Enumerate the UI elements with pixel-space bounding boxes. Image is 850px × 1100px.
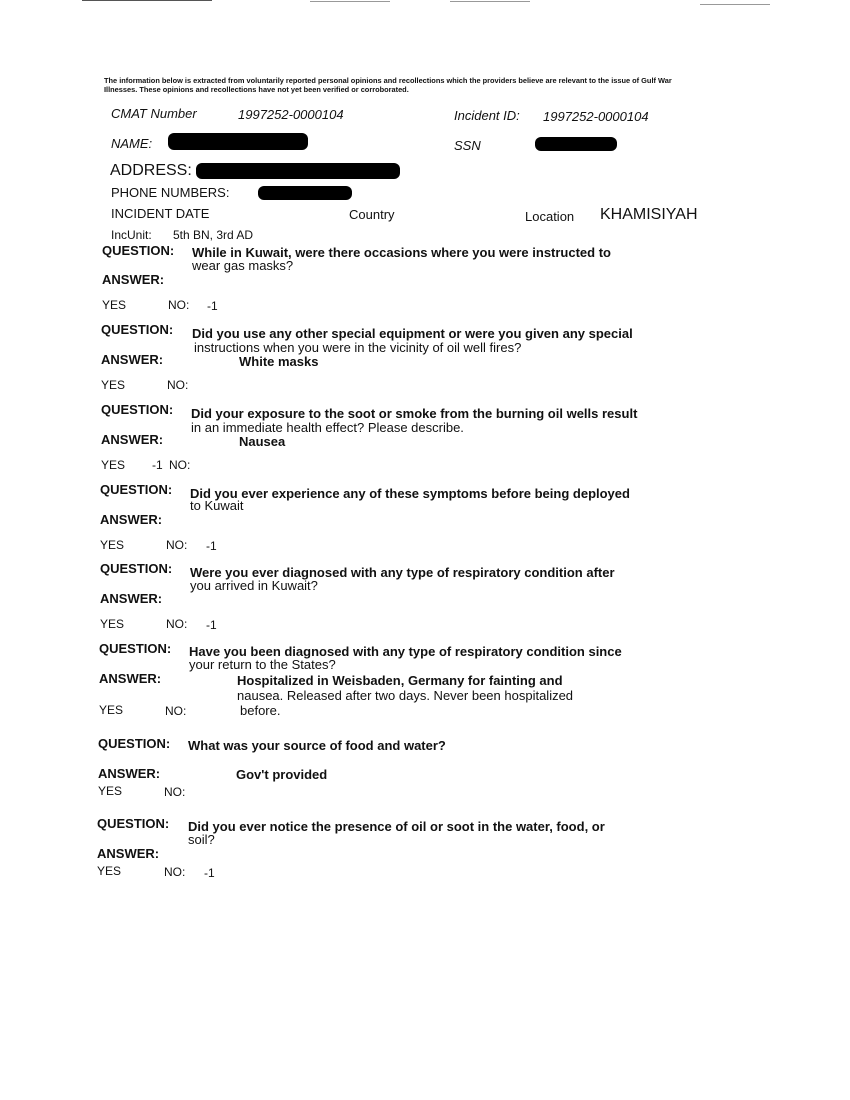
- no-value: -1: [207, 299, 218, 313]
- answer-label: ANSWER:: [100, 512, 163, 527]
- country-label: Country: [349, 207, 395, 222]
- question-text: Did your exposure to the soot or smoke from the burning oil wells result: [191, 406, 638, 421]
- yes-label: YES: [100, 617, 125, 631]
- question-text-cont: instructions when you were in the vicinity of oil well fires?: [194, 340, 522, 355]
- scan-artifact-line: [700, 4, 770, 5]
- question-text-cont: soil?: [188, 832, 215, 847]
- question-text-cont: wear gas masks?: [192, 258, 294, 273]
- yes-value: -1: [152, 458, 163, 472]
- scan-artifact-line: [310, 1, 390, 2]
- question-label: QUESTION:: [99, 641, 172, 656]
- answer-label: ANSWER:: [101, 432, 164, 447]
- yes-label: YES: [101, 458, 126, 472]
- question-text-cont: you arrived in Kuwait?: [190, 578, 318, 593]
- no-value: -1: [206, 618, 217, 632]
- address-redaction: [196, 163, 400, 179]
- answer-label: ANSWER:: [99, 671, 162, 686]
- question-label: QUESTION:: [98, 736, 171, 751]
- answer-text: Gov't provided: [236, 767, 328, 782]
- question-label: QUESTION:: [102, 243, 175, 258]
- ssn-label: SSN: [454, 138, 481, 153]
- answer-text: Nausea: [239, 434, 286, 449]
- yes-label: YES: [97, 864, 122, 878]
- answer-label: ANSWER:: [101, 352, 164, 367]
- question-label: QUESTION:: [97, 816, 170, 831]
- question-text: What was your source of food and water?: [188, 738, 446, 753]
- address-label: ADDRESS:: [110, 162, 192, 179]
- question-label: QUESTION:: [101, 322, 174, 337]
- phone-redaction: [258, 186, 352, 200]
- no-label: NO:: [169, 458, 191, 472]
- incunit-value: 5th BN, 3rd AD: [173, 228, 254, 242]
- incunit-label: IncUnit:: [111, 228, 152, 242]
- question-text: Were you ever diagnosed with any type of respiratory condition after: [190, 565, 615, 580]
- phone-numbers-label: PHONE NUMBERS:: [111, 185, 230, 200]
- scan-artifact-line: [450, 1, 530, 2]
- yes-label: YES: [102, 298, 127, 312]
- question-text: Did you ever notice the presence of oil or soot in the water, food, or: [188, 819, 605, 834]
- yes-label: YES: [99, 703, 124, 717]
- no-label: NO:: [166, 538, 188, 552]
- ssn-redaction: [535, 137, 617, 151]
- incident-id-label: Incident ID:: [454, 108, 520, 123]
- incident-id-value: 1997252-0000104: [543, 109, 649, 124]
- no-label: NO:: [164, 785, 186, 799]
- no-label: NO:: [167, 378, 189, 392]
- answer-label: ANSWER:: [98, 766, 161, 781]
- question-text: Have you been diagnosed with any type of respiratory condition since: [189, 644, 622, 659]
- location-value: KHAMISIYAH: [600, 206, 698, 223]
- location-label: Location: [525, 209, 575, 224]
- question-label: QUESTION:: [100, 482, 173, 497]
- no-label: NO:: [165, 704, 187, 718]
- no-value: -1: [206, 539, 217, 553]
- no-value: -1: [204, 866, 215, 880]
- answer-text: Hospitalized in Weisbaden, Germany for fainting and: [237, 673, 563, 688]
- no-label: NO:: [168, 298, 190, 312]
- question-text-cont: in an immediate health effect? Please describe.: [191, 420, 464, 435]
- no-label: NO:: [164, 865, 186, 879]
- question-text: While in Kuwait, were there occasions where you were instructed to: [192, 245, 611, 260]
- incident-date-label: INCIDENT DATE: [111, 206, 210, 221]
- question-text-cont: to Kuwait: [190, 498, 244, 513]
- yes-label: YES: [98, 784, 123, 798]
- name-redaction: [168, 133, 308, 150]
- disclaimer: The information below is extracted from voluntarily reported personal opinions and recollections which the providers believe are relevant to the issue of Gulf War Illnesses. These opinions and recollections have not yet been verified or corroborated.: [104, 76, 672, 94]
- cmat-number-value: 1997252-0000104: [238, 107, 344, 122]
- question-label: QUESTION:: [101, 402, 174, 417]
- yes-label: YES: [101, 378, 126, 392]
- question-label: QUESTION:: [100, 561, 173, 576]
- cmat-number-label: CMAT Number: [111, 106, 197, 121]
- question-text-cont: your return to the States?: [189, 657, 336, 672]
- answer-label: ANSWER:: [100, 591, 163, 606]
- answer-text-cont: before.: [240, 703, 281, 718]
- answer-text-cont: nausea. Released after two days. Never been hospitalized: [237, 688, 574, 703]
- answer-text: White masks: [239, 354, 319, 369]
- answer-label: ANSWER:: [97, 846, 160, 861]
- question-text: Did you use any other special equipment or were you given any special: [192, 326, 633, 341]
- name-label: NAME:: [111, 136, 153, 151]
- answer-label: ANSWER:: [102, 272, 165, 287]
- scan-artifact-line: [82, 0, 212, 1]
- no-label: NO:: [166, 617, 188, 631]
- question-text: Did you ever experience any of these symptoms before being deployed: [190, 486, 630, 501]
- yes-label: YES: [100, 538, 125, 552]
